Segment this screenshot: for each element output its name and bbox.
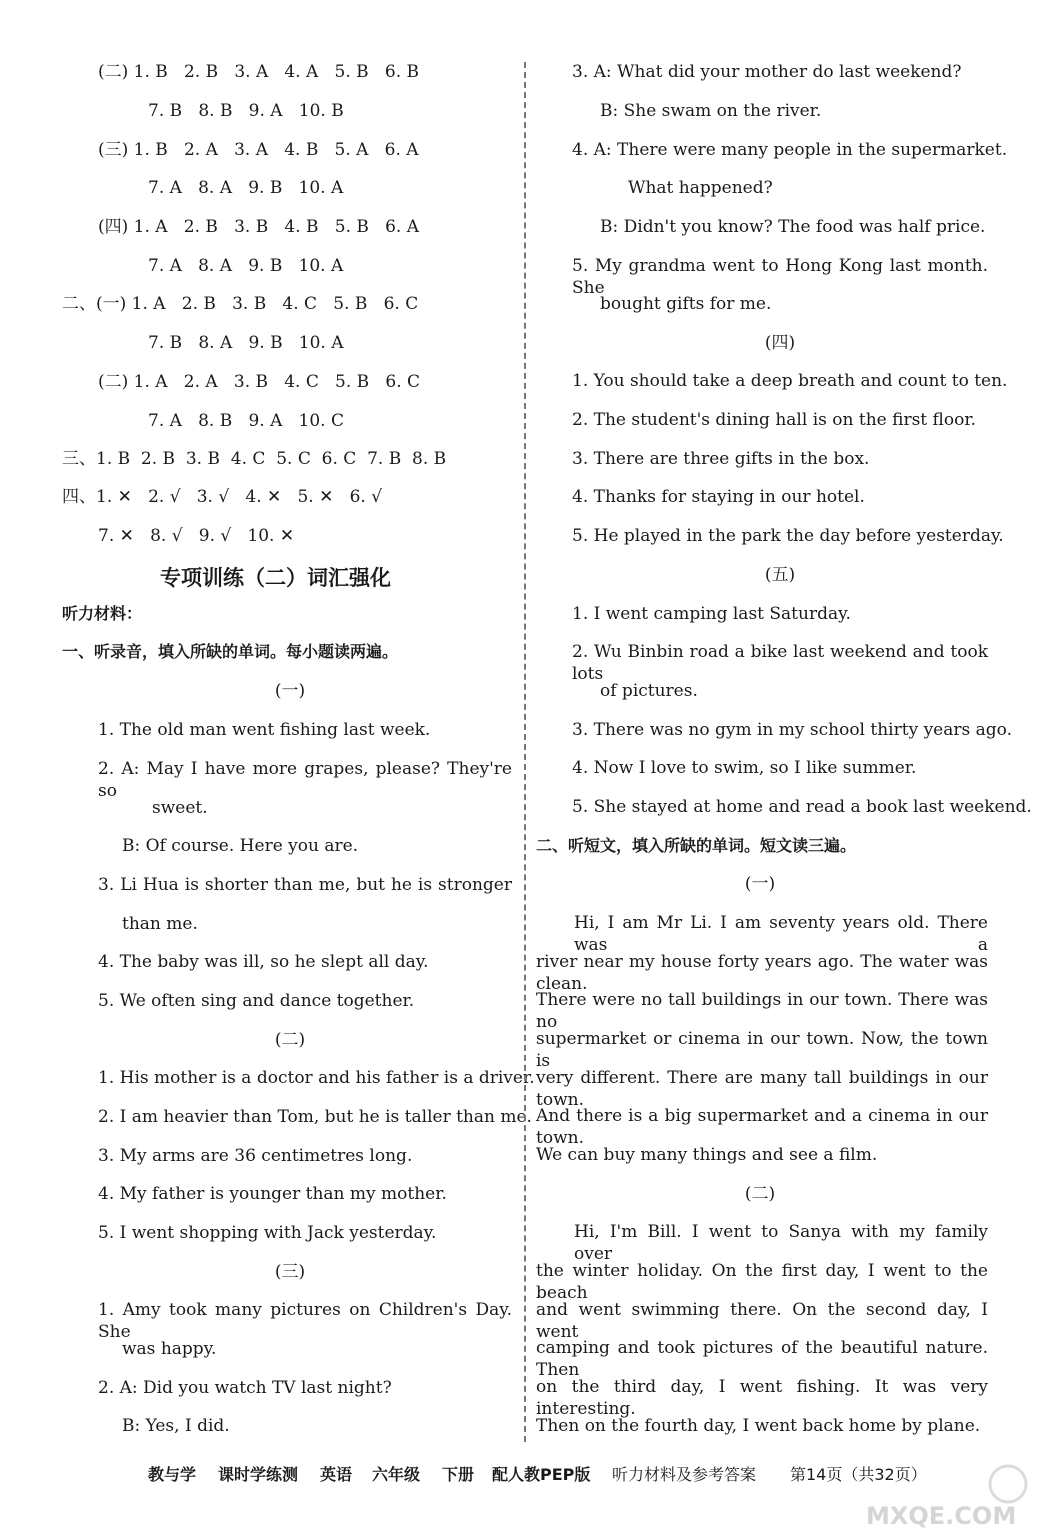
left-line: sweet. — [152, 798, 208, 818]
right-line: (五) — [764, 565, 796, 585]
left-line: (二) 1. A 2. A 3. B 4. C 5. B 6. C — [98, 372, 421, 392]
left-line: (二) — [274, 1030, 306, 1050]
right-line: 4. Now I love to swim, so I like summer. — [572, 758, 917, 778]
left-line: than me. — [122, 914, 198, 934]
right-line: river near my house forty years ago. The water was clean. — [536, 952, 988, 994]
right-line: camping and took pictures of the beautiful nature. Then — [536, 1338, 988, 1380]
footer-subject: 英语 — [320, 1465, 353, 1484]
right-line: 5. My grandma went to Hong Kong last month. She — [572, 256, 988, 298]
left-line: 3. My arms are 36 centimetres long. — [98, 1146, 413, 1166]
left-line: 4. The baby was ill, so he slept all day. — [98, 952, 429, 972]
right-line: There were no tall buildings in our town. There was no — [536, 990, 988, 1032]
left-line: (四) 1. A 2. B 3. B 4. B 5. B 6. A — [98, 217, 419, 237]
right-line: Hi, I am Mr Li. I am seventy years old. There was a — [574, 913, 988, 955]
right-line: very different. There are many tall buildings in our town. — [536, 1068, 988, 1110]
right-line: 1. I went camping last Saturday. — [572, 604, 851, 624]
right-line: Then on the fourth day, I went back home by plane. — [536, 1416, 981, 1436]
right-line: (一) — [744, 874, 776, 894]
left-line: (三) 1. B 2. A 3. A 4. B 5. A 6. A — [98, 140, 419, 160]
right-line: 4. A: There were many people in the supermarket. — [572, 140, 1008, 160]
footer-grade: 六年级 — [372, 1465, 421, 1484]
right-line: 3. There was no gym in my school thirty years ago. — [572, 720, 1012, 740]
left-line: 1. The old man went fishing last week. — [98, 720, 431, 740]
footer-page-number: 第14页（共32页） — [790, 1465, 927, 1484]
left-line: B: Of course. Here you are. — [122, 836, 359, 856]
right-line: 3. A: What did your mother do last weekend? — [572, 62, 962, 82]
right-line: 1. You should take a deep breath and count to ten. — [572, 371, 1008, 391]
left-line: 1. Amy took many pictures on Children's Day. She — [98, 1300, 512, 1342]
left-line: 1. His mother is a doctor and his father is a driver. — [98, 1068, 535, 1088]
watermark-logo-icon — [860, 1462, 1035, 1532]
watermark-text: MXQE.COM — [866, 1502, 1017, 1530]
column-divider — [524, 62, 526, 1442]
right-line: We can buy many things and see a film. — [536, 1145, 878, 1165]
left-line: 听力材料： — [62, 604, 143, 623]
footer-description: 听力材料及参考答案 — [612, 1465, 757, 1484]
left-line: 三、1. B 2. B 3. B 4. C 5. C 6. C 7. B 8. B — [62, 449, 447, 469]
right-line: B: She swam on the river. — [600, 101, 822, 121]
right-line: What happened? — [628, 178, 773, 198]
left-line: 7. A 8. A 9. B 10. A — [148, 178, 344, 198]
right-line: 5. He played in the park the day before yesterday. — [572, 526, 1004, 546]
right-line: (二) — [744, 1184, 776, 1204]
left-line: 四、1. ✕ 2. √ 3. √ 4. ✕ 5. ✕ 6. √ — [62, 487, 383, 507]
right-line: Hi, I'm Bill. I went to Sanya with my family over — [574, 1222, 988, 1264]
left-line: 7. ✕ 8. √ 9. √ 10. ✕ — [98, 526, 295, 546]
left-line: 二、(一) 1. A 2. B 3. B 4. C 5. B 6. C — [62, 294, 419, 314]
left-line: (一) — [274, 681, 306, 701]
footer-brand: 教与学 — [148, 1465, 197, 1484]
left-line: 专项训练（二）词汇强化 — [160, 566, 391, 590]
right-line: 5. She stayed at home and read a book last weekend. — [572, 797, 1032, 817]
left-line: (二) 1. B 2. B 3. A 4. A 5. B 6. B — [98, 62, 419, 82]
left-line: 7. B 8. A 9. B 10. A — [148, 333, 344, 353]
right-line: 2. Wu Binbin road a bike last weekend and took lots — [572, 642, 988, 684]
left-line: 2. A: May I have more grapes, please? They're so — [98, 759, 512, 801]
left-line: (三) — [274, 1262, 306, 1282]
footer-volume: 下册 — [442, 1465, 475, 1484]
left-line: 5. We often sing and dance together. — [98, 991, 415, 1011]
right-line: 3. There are three gifts in the box. — [572, 449, 870, 469]
right-line: on the third day, I went fishing. It was very interesting. — [536, 1377, 988, 1419]
footer-series: 课时学练测 — [218, 1465, 299, 1484]
left-line: B: Yes, I did. — [122, 1416, 230, 1436]
right-line: bought gifts for me. — [600, 294, 772, 314]
footer-edition: 配人教PEP版 — [492, 1465, 591, 1484]
right-line: And there is a big supermarket and a cinema in our town. — [536, 1106, 988, 1148]
left-line: was happy. — [122, 1339, 217, 1359]
left-line: 7. B 8. B 9. A 10. B — [148, 101, 344, 121]
left-line: 3. Li Hua is shorter than me, but he is stronger — [98, 875, 512, 895]
right-line: 4. Thanks for staying in our hotel. — [572, 487, 865, 507]
right-line: 2. The student's dining hall is on the first floor. — [572, 410, 976, 430]
left-line: 2. I am heavier than Tom, but he is taller than me. — [98, 1107, 532, 1127]
right-line: B: Didn't you know? The food was half price. — [600, 217, 986, 237]
left-line: 4. My father is younger than my mother. — [98, 1184, 447, 1204]
left-line: 7. A 8. A 9. B 10. A — [148, 256, 344, 276]
right-line: (四) — [764, 333, 796, 353]
left-line: 5. I went shopping with Jack yesterday. — [98, 1223, 437, 1243]
left-line: 7. A 8. B 9. A 10. C — [148, 411, 344, 431]
right-line: supermarket or cinema in our town. Now, the town is — [536, 1029, 988, 1071]
right-line: and went swimming there. On the second day, I went — [536, 1300, 988, 1342]
right-line: of pictures. — [600, 681, 698, 701]
right-line: the winter holiday. On the first day, I went to the beach — [536, 1261, 988, 1303]
left-line: 2. A: Did you watch TV last night? — [98, 1378, 392, 1398]
left-line: 一、听录音，填入所缺的单词。每小题读两遍。 — [62, 642, 399, 661]
right-line: 二、听短文，填入所缺的单词。短文读三遍。 — [536, 836, 857, 855]
